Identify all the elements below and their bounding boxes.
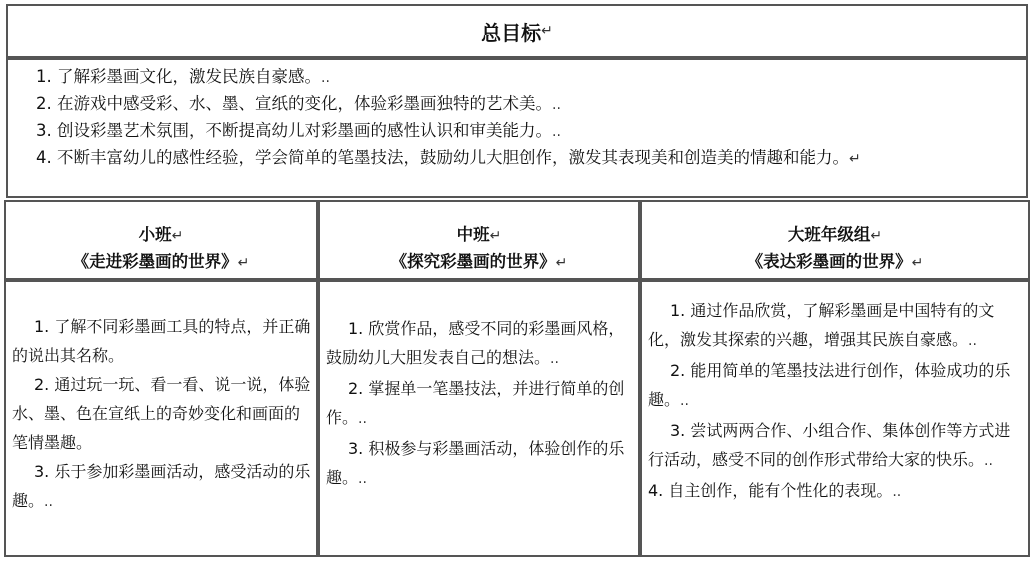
goal-item: 1. 了解彩墨画文化，激发民族自豪感。.. [36,67,330,86]
list-item: 1. 欣赏作品，感受不同的彩墨画风格，鼓励幼儿大胆发表自己的想法。.. [326,319,625,367]
column-name: 中班 [456,225,490,244]
column-name: 大班年级组 [787,225,871,244]
column-header-small-class: 小班↵ 《走进彩墨画的世界》↵ [4,200,318,280]
large-class-goals-cell [640,280,1030,557]
goal-item: 2. 在游戏中感受彩、水、墨、宣纸的变化，体验彩墨画独特的艺术美。.. [36,94,561,113]
list-item: 2. 掌握单一笔墨技法，并进行简单的创作。.. [326,379,625,427]
list-item: 4. 自主创作，能有个性化的表现。.. [648,481,902,500]
goal-item: 4. 不断丰富幼儿的感性经验，学会简单的笔墨技法，鼓励幼儿大胆创作，激发其表现美和创造美的情趣和能力。↵ [36,148,861,167]
list-item: 2. 通过玩一玩、看一看、说一说，体验水、墨、色在宣纸上的奇妙变化和画面的笔情墨趣。 [12,375,311,452]
goal-item: 3. 创设彩墨艺术氛围，不断提高幼儿对彩墨画的感性认识和审美能力。.. [36,121,561,140]
column-header-middle-class: 中班↵ 《探究彩墨画的世界》↵ [318,200,640,280]
middle-class-goals-cell [318,280,640,557]
column-subtitle: 《表达彩墨画的世界》 [746,252,912,271]
column-header-large-class: 大班年级组↵ 《表达彩墨画的世界》↵ [640,200,1030,280]
small-class-goals-cell [4,280,318,557]
overall-goals-cell [6,58,1028,198]
list-item: 3. 乐于参加彩墨画活动，感受活动的乐趣。.. [12,462,311,510]
table-title-cell [6,4,1028,58]
column-subtitle: 《探究彩墨画的世界》 [390,252,556,271]
list-item: 3. 积极参与彩墨画活动，体验创作的乐趣。.. [326,439,625,487]
list-item: 2. 能用简单的笔墨技法进行创作，体验成功的乐趣。.. [648,361,1011,409]
column-name: 小班 [138,225,172,244]
column-subtitle: 《走进彩墨画的世界》 [72,252,238,271]
paragraph-mark-icon: ↵ [541,23,553,39]
list-item: 1. 通过作品欣赏，了解彩墨画是中国特有的文化，激发其探索的兴趣，增强其民族自豪感。.. [648,301,995,349]
list-item: 3. 尝试两两合作、小组合作、集体创作等方式进行活动，感受不同的创作形式带给大家的快乐。.. [648,421,1011,469]
page-title: 总目标 [481,20,542,45]
list-item: 1. 了解不同彩墨画工具的特点，并正确的说出其名称。 [12,317,311,365]
